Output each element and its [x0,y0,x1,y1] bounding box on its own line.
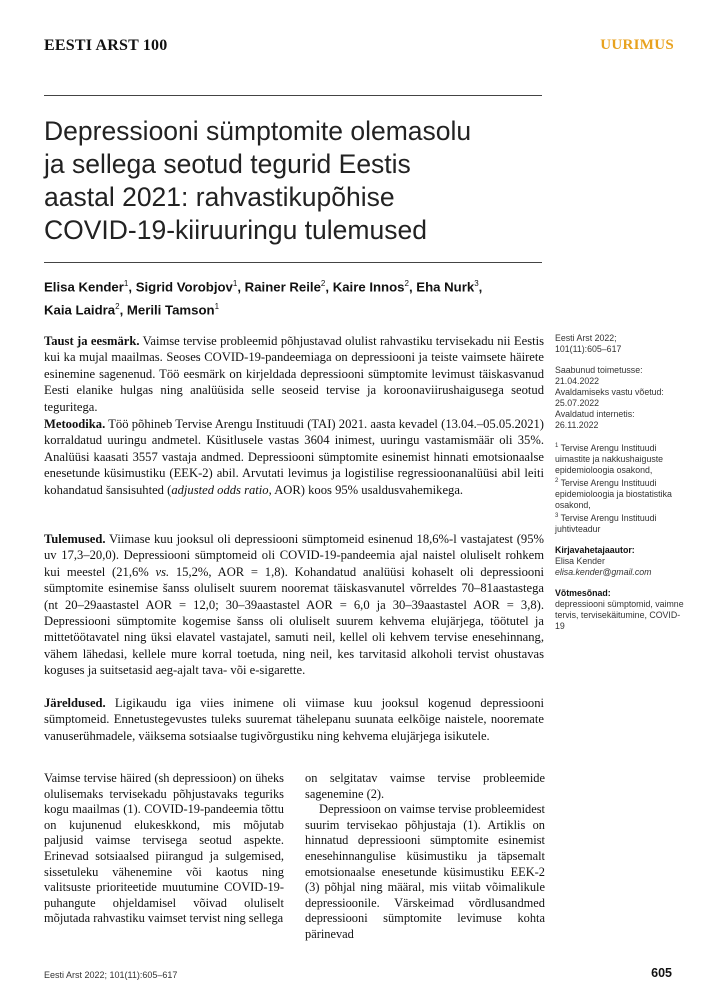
author-name: Eha Nurk [416,279,475,295]
abstract-text: Ligikaudu iga viies inimene oli viimase kuu jooksul kogenud depressiooni sümptomeid. Ennetustegevustes tuleks suuremat tähelepanu suunata eelkõige naistele, nooremate vanuserühmadele, väiksema sotsiaalse tugivõrgustiku ning kehvema elujärjega isikutele. [44,696,544,743]
affiliation [555,441,685,476]
affiliation-marker: 1 [232,279,238,288]
affiliation-marker: 2 [320,279,326,288]
title-divider [44,262,542,263]
received-date: 21.04.2022 [555,376,600,386]
author-list [44,274,544,321]
abstract-conclusions [44,695,544,744]
abstract-label: Tulemused. [44,532,106,546]
affiliations-block [555,441,685,535]
affiliation-marker: 2 [404,279,409,288]
title-line: Depressiooni sümptomite olemasolu [44,116,472,146]
accepted-label: Avaldamiseks vastu võetud: [555,387,664,397]
author-name: Kaia Laidra [44,302,116,318]
journal-header: EESTI ARST 100 [44,37,168,54]
abstract-label: Taust ja eesmärk. [44,334,140,348]
affiliation-marker: 2 [115,302,120,312]
affiliation-marker: 1 [123,279,129,288]
abstract-italic: vs. [155,564,170,579]
abstract-methods [44,416,544,498]
citation-line: Eesti Arst 2022; [555,333,617,343]
article-title [44,115,544,247]
affiliation-text: Tervise Arengu Instituudi juhtivteadur [555,512,657,534]
abstract-text: Viimase kuu jooksul oli depressiooni sümptomeid esinenud 18,6%-l vastajatest (95% uv 17,3–20,0). Depressiooni sümptomeid oli COVID-19-pandeemia ajal naistel oluliselt rohkem kui meestel (21,6% [44,532,544,579]
correspondence-block [555,545,685,578]
abstract-results [44,531,544,679]
abstract-label: Järeldused. [44,696,106,710]
abstract-italic: adjusted odds ratio [171,482,269,497]
title-line: aastal 2021: rahvastikupõhise [44,182,395,212]
affiliation-number: 1 [555,443,559,449]
author-name: Merili Tamson [126,302,215,318]
title-line: COVID-19-kiiruuringu tulemused [44,215,427,245]
affiliation [555,511,685,535]
body-paragraph: on selgitatav vaimse tervise probleemide sagenemine (2). [305,771,545,801]
author-line: Kaia Laidra$^2$, Merili Tamson$^1$ [44,302,220,318]
author-line: Elisa Kender$^1$, Sigrid Vorobjov$^1$, Rainer Reile$^2$, Kaire Innos$^2$, Eha Nurk$^3$, [44,279,483,295]
author-name: Kaire Innos [332,279,405,295]
keywords-block [555,588,685,632]
top-divider [44,95,542,96]
author-name: Rainer Reile [244,279,321,295]
affiliation-marker: 3 [474,279,479,288]
keywords-label: Võtmesõnad: [555,587,611,598]
received-label: Saabunud toimetusse: [555,365,643,375]
online-date: 26.11.2022 [555,420,599,430]
abstract-label: Metoodika. [44,417,106,431]
section-label: UURIMUS [600,37,674,53]
online-label: Avaldatud internetis: [555,409,635,419]
abstract-text: 15,2%, AOR = 1,8). Kohandatud analüüsi kohaselt oli depressiooni sümptomite esinemise šanss oluliselt suurem nooremat täiskasvanutel võrreldes 70–81aastastega (nt 20–29aastastel AOR = 12,0; 30–39aastastel AOR = 6,0 ja 30–39aastastel AOR = 3,8). Depressiooni sümptomite kogemise šanss oli oluliselt suurem kehvema elujärjega, töötutel ja mittetöötavatel ning üksi elavatel vastajatel, samuti neil, kellel oli kehvem tervise enesehinnang, vähem lähedasi, kellele mure korral toetuda, ning neil, kes tarvitasid alkoholi tervist ohustavas koguses ja suitsetasid aeg-ajalt tava- või e-sigarette. [44,564,544,678]
article-metadata-sidebar [555,333,685,642]
body-column-left: Vaimse tervise häired (sh depressioon) on üheks olulisemaks tervisekadu põhjustavaks teguriks kogu maailmas (1). COVID-19-pandeemia tõttu on kujunenud elukeskkond, mis mõjutab paljusid vaimse tervisega seotud aspekte. Erinevad sotsiaalsed piirangud ja sulgemised, sissetuleku vähenemine või kaotus ning valitsuste prioriteetide muutumine COVID-19-puhangute ohjeldamisel võivad oluliselt mõjutada rahvastiku vaimset tervist ning sellega [44,771,284,926]
abstract-text: , AOR) koos 95% usaldusvahemikega. [268,482,464,497]
affiliation-text: Tervise Arengu Instituudi epidemioloogia ja biostatistika osakond, [555,477,672,510]
page-number: 605 [651,966,672,980]
abstract-text: Töö põhineb Tervise Arengu Instituudi (TAI) 2021. aasta kevadel (13.04.–05.05.2021) korraldatud uuringu andmetel. Küsitlusele vastas 3604 inimest, uuringu vastamismäär oli 35%. Analüüsi kaasati 3557 vastaja andmed. Depressiooni sümptomite esinemist hinnati emotsionaalse enesetunde küsimustiku (EEK-2) abil. Arvutati levimus ja logistilise regressioonanalüüsi abil leiti kohandatud šansisuhted ( [44,417,544,497]
keywords-text: depressiooni sümptomid, vaimne tervis, tervisekäitumine, COVID-19 [555,598,684,631]
dates-block [555,365,685,431]
affiliation-number: 2 [555,477,559,484]
affiliation [555,476,685,511]
title-line: ja sellega seotud tegurid Eestis [44,149,411,179]
correspondence-email[interactable]: elisa.kender@gmail.com [555,566,652,577]
author-name: Elisa Kender [44,279,124,295]
citation-line: 101(11):605–617 [555,344,622,354]
author-name: Sigrid Vorobjov [135,279,233,295]
body-column-right [305,771,545,943]
abstract-background [44,333,544,415]
accepted-date: 25.07.2022 [555,398,600,408]
affiliation-text: Tervise Arengu Instituudi uimastite ja nakkushaiguste epidemioloogia osakond, [555,442,664,475]
affiliation-number: 3 [555,512,559,519]
footer-citation: Eesti Arst 2022; 101(11):605–617 [44,970,178,980]
correspondence-name: Elisa Kender [555,555,605,566]
body-paragraph: Depressioon on vaimse tervise probleemidest suurim tervisekao põhjustaja (1). Artiklis on hinnatud depressiooni sümptomite esinemist enesehinnangulise küsimustiku ja täpsemalt emotsionaalse enesetunde küsimustiku EEK-2 (3) põhjal ning määral, mis viitab võimalikule depressioonile. Värskeimad võrdlusandmed depressiooni sümptomite levimuse kohta pärinevad [305,802,545,941]
correspondence-label: Kirjavahetajaautor: [555,544,635,555]
citation-block [555,333,685,355]
abstract-text: Vaimse tervise probleemid põhjustavad olulist rahvastiku tervisekadu nii Eestis kui ka mujal maailmas. Seoses COVID-19-pandeemiaga on depressiooni ja teiste vaimsete häirete esinemine sagenenud. Töö eesmärk on kirjeldada depressiooni sümptomite levimust täiskasvanud Eesti elanike hulgas ning analüüsida selle seoseid tervise ja koroonaviirushaigusega seotud teguritega. [44,334,544,414]
affiliation-marker: 1 [214,302,220,312]
